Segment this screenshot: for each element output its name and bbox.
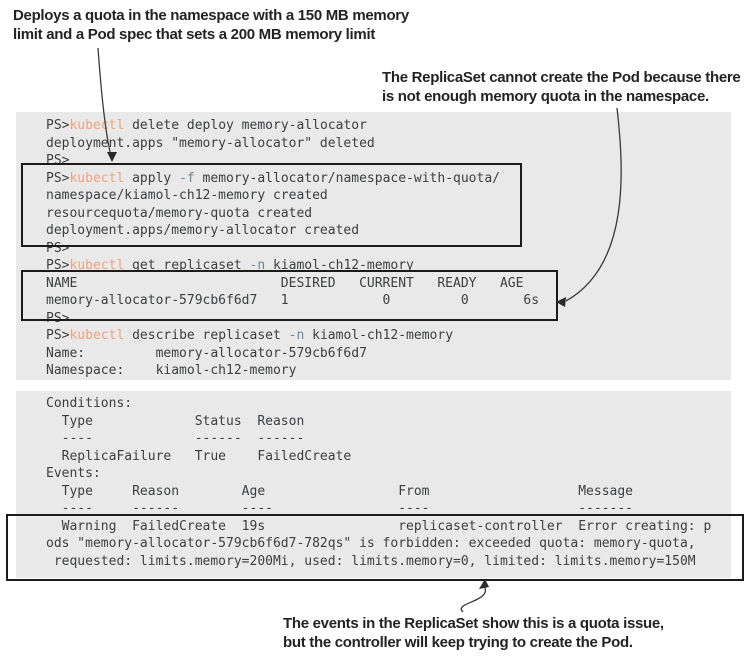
terminal-line: namespace/kiamol-ch12-memory created <box>46 188 328 203</box>
terminal-line: ods "memory-allocator-579cb6f6d7-782qs" is forbidden: exceeded quota: memory-quota, <box>46 536 696 551</box>
terminal-line: PS>kubectl apply -f memory-allocator/namespace-with-quota/ <box>46 170 500 186</box>
terminal-line: deployment.apps/memory-allocator created <box>46 223 360 238</box>
terminal-line: deployment.apps "memory-allocator" deleted <box>46 135 375 151</box>
terminal-line: Name: memory-allocator-579cb6f6d7 <box>46 345 367 361</box>
terminal-line: Events: <box>46 466 101 481</box>
arrow-bottom-to-events-box <box>461 579 489 612</box>
terminal-line: PS>kubectl delete deploy memory-allocator <box>46 118 367 133</box>
terminal-line: PS> <box>46 240 70 256</box>
terminal-line: NAME DESIRED CURRENT READY AGE <box>46 275 524 291</box>
terminal-output-describe-conditions <box>16 391 731 578</box>
annotation-line: The events in the ReplicaSet show this is a quota issue, <box>283 615 664 632</box>
terminal-line: resourcequota/memory-quota created <box>46 205 313 221</box>
terminal-line: Warning FailedCreate 19s replicaset-controller Error creating: p <box>46 518 712 534</box>
annotation-line: The ReplicaSet cannot create the Pod because there <box>382 69 741 86</box>
annotation-line: Deploys a quota in the namespace with a 150 MB memory <box>13 7 409 24</box>
terminal-line: memory-allocator-579cb6f6d7 1 0 0 6s <box>46 293 540 308</box>
terminal-line: Type Reason Age From Message <box>46 483 633 499</box>
terminal-output-commands <box>16 112 731 380</box>
annotation-replicaset-cannot-create <box>382 68 740 106</box>
annotation-line: limit and a Pod spec that sets a 200 MB memory limit <box>13 26 376 43</box>
terminal-line: PS> <box>46 310 70 326</box>
terminal-line: requested: limits.memory=200Mi, used: limits.memory=0, limited: limits.memory=150M <box>46 553 696 569</box>
terminal-line: Type Status Reason <box>46 413 305 429</box>
terminal-line: PS>kubectl describe replicaset -n kiamol-ch12-memory <box>46 328 454 343</box>
annotation-line: is not enough memory quota in the namespace. <box>382 88 709 105</box>
terminal-line: Conditions: <box>46 396 133 411</box>
terminal-line: ---- ------ ------ <box>46 431 305 446</box>
terminal-line: Namespace: kiamol-ch12-memory <box>46 363 297 378</box>
terminal-line: ---- ------ ---- ---- ------- <box>46 501 633 516</box>
terminal-line: PS> <box>46 153 70 168</box>
terminal-line: PS>kubectl get replicaset -n kiamol-ch12-memory <box>46 258 414 273</box>
terminal-line: ReplicaFailure True FailedCreate <box>46 448 352 464</box>
annotation-line: but the controller will keep trying to create the Pod. <box>283 634 633 651</box>
annotation-quota-issue-events <box>283 614 664 652</box>
annotation-deploy-quota <box>13 6 409 44</box>
